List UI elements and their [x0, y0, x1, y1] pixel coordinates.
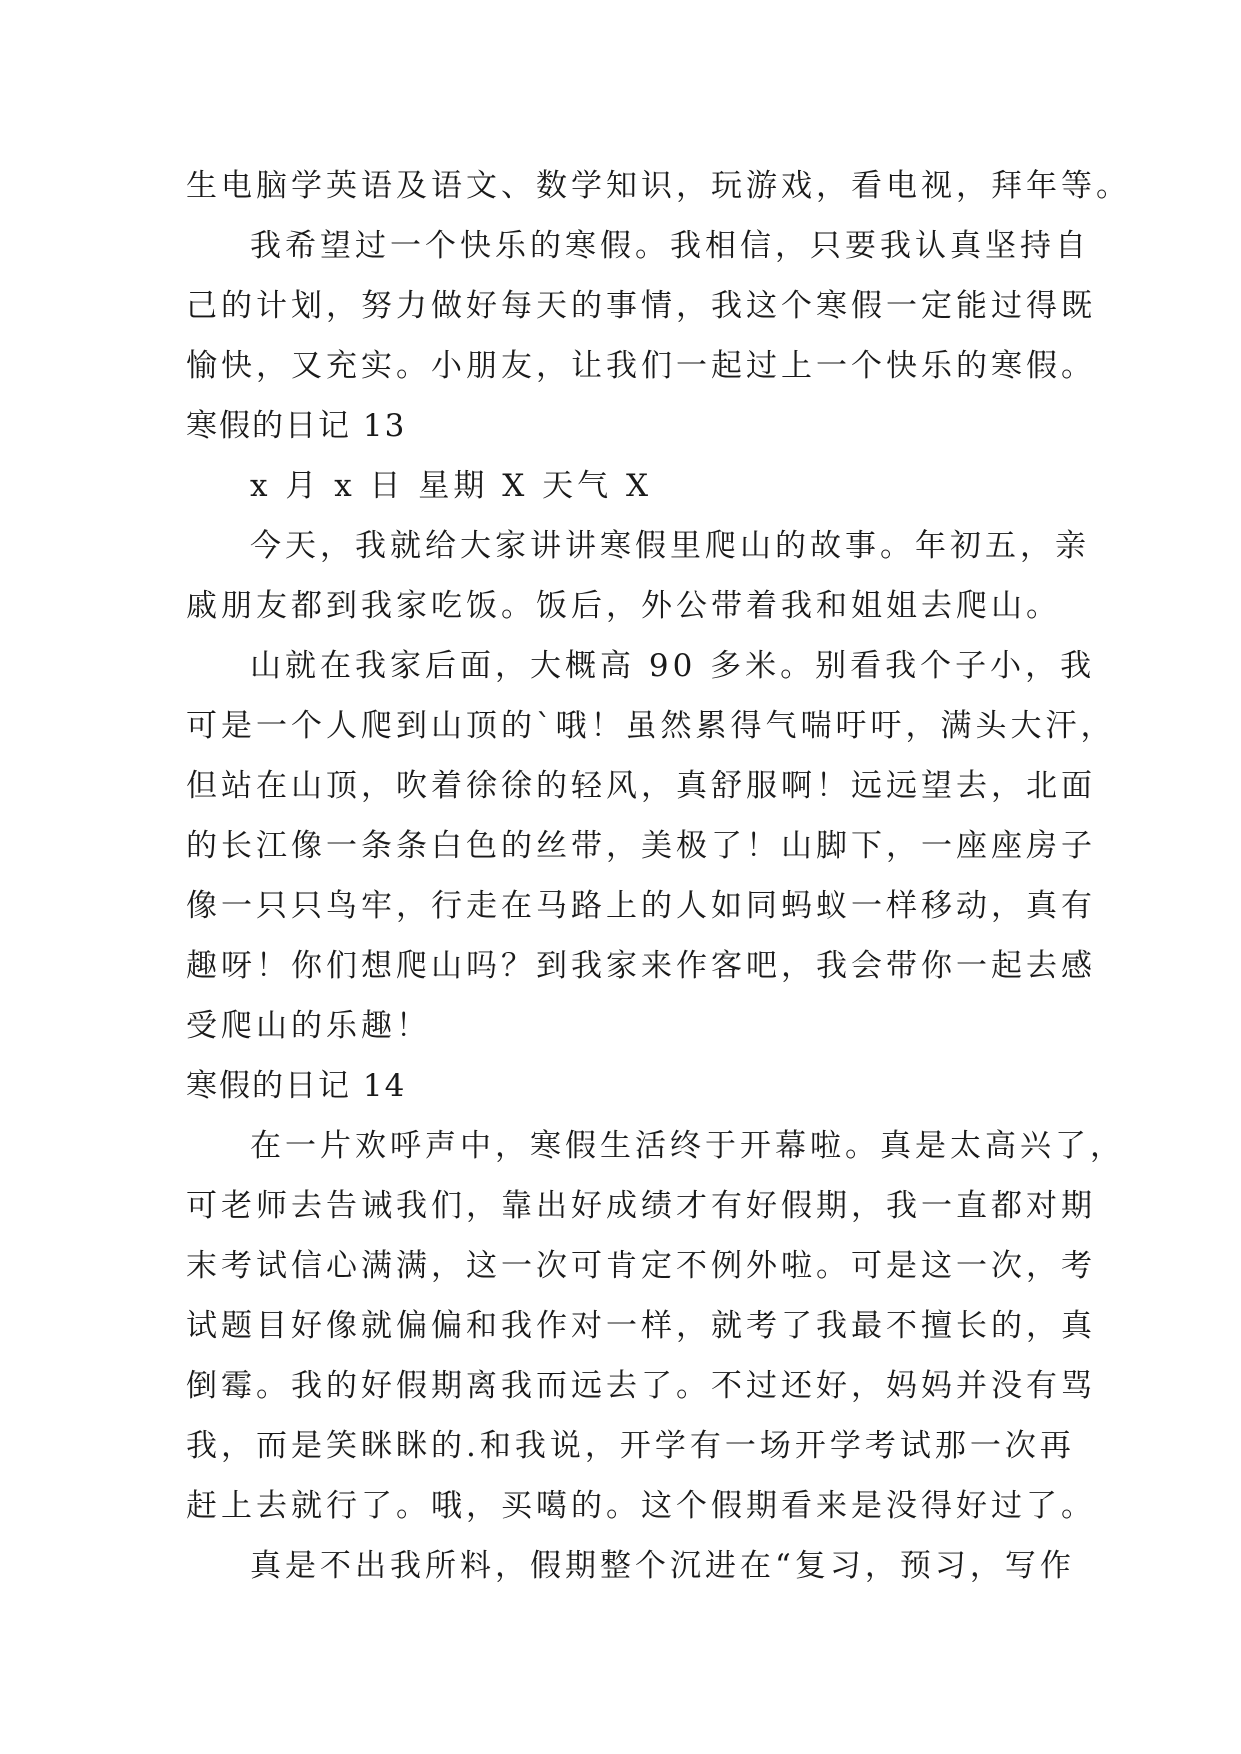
text-line: 赶上去就行了。哦，买噶的。这个假期看来是没得好过了。 [186, 1488, 1096, 1524]
document-body [186, 156, 1131, 1596]
text-line: 在一片欢呼声中，寒假生活终于开幕啦。真是太高兴了， [250, 1128, 1125, 1164]
section-heading: 寒假的日记 14 [186, 1068, 407, 1104]
text-line: 我，而是笑眯眯的.和我说，开学有一场开学考试那一次再 [186, 1428, 1075, 1464]
text-line: 戚朋友都到我家吃饭。饭后，外公带着我和姐姐去爬山。 [186, 588, 1061, 624]
text-line: 今天，我就给大家讲讲寒假里爬山的故事。年初五，亲 [250, 528, 1090, 564]
text-line: 生电脑学英语及语文、数学知识，玩游戏，看电视，拜年等。 [186, 168, 1131, 204]
text-line: 但站在山顶，吹着徐徐的轻风，真舒服啊！远远望去，北面 [186, 768, 1096, 804]
text-line: 试题目好像就偏偏和我作对一样，就考了我最不擅长的，真 [186, 1308, 1096, 1344]
text-line: 真是不出我所料，假期整个沉进在“复习，预习，写作 [250, 1548, 1075, 1584]
text-line: 我希望过一个快乐的寒假。我相信，只要我认真坚持自 [250, 228, 1090, 264]
text-line: 倒霉。我的好假期离我而远去了。不过还好，妈妈并没有骂 [186, 1368, 1096, 1404]
text-line: 末考试信心满满，这一次可肯定不例外啦。可是这一次，考 [186, 1248, 1096, 1284]
section-heading: 寒假的日记 13 [186, 408, 407, 444]
text-line: 趣呀！你们想爬山吗？到我家来作客吧，我会带你一起去感 [186, 948, 1096, 984]
text-line: 愉快，又充实。小朋友，让我们一起过上一个快乐的寒假。 [186, 348, 1096, 384]
text-line: 像一只只鸟牢，行走在马路上的人如同蚂蚁一样移动，真有 [186, 888, 1096, 924]
text-line: 山就在我家后面，大概高 90 多米。别看我个子小，我 [250, 648, 1096, 684]
text-line: x 月 x 日 星期 X 天气 X [250, 468, 653, 504]
text-line: 可老师去告诫我们，靠出好成绩才有好假期，我一直都对期 [186, 1188, 1096, 1224]
text-line: 可是一个人爬到山顶的`哦！虽然累得气喘吁吁，满头大汗， [186, 708, 1116, 744]
text-line: 己的计划，努力做好每天的事情，我这个寒假一定能过得既 [186, 288, 1096, 324]
text-line: 受爬山的乐趣！ [186, 1008, 431, 1044]
text-line: 的长江像一条条白色的丝带，美极了！山脚下，一座座房子 [186, 828, 1096, 864]
